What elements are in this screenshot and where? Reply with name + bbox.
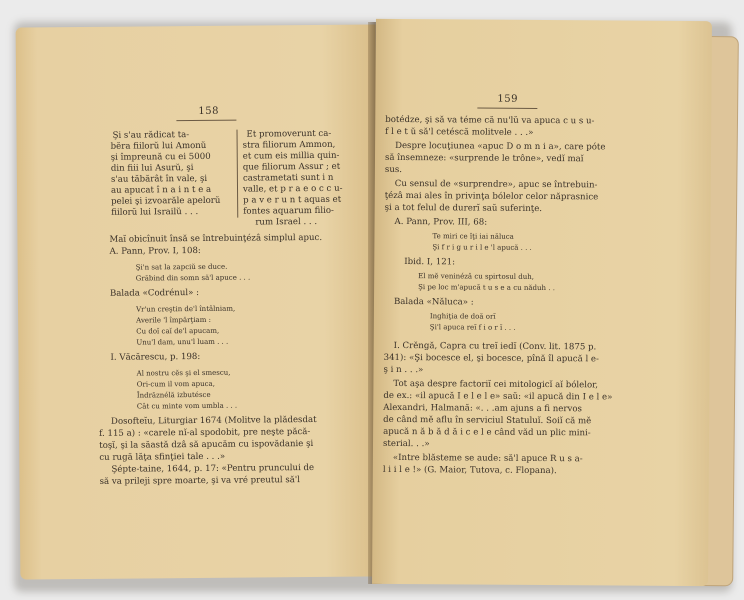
verse-line: Şi pe loc m'apucă t u s e a cu năduh . .	[418, 283, 555, 293]
text-line: Tot aşa despre factoriĭ cei mitologicĭ aĭ bólelor,	[393, 378, 599, 391]
text-line: apucă n ă b ă d ă i c e l e când văd un plic mini-	[383, 426, 591, 439]
column-divider	[236, 130, 238, 218]
text-line: p a v e r u n t aquas et	[243, 194, 342, 206]
verse-line: Şi f r i g u r i l e 'l apucă . . .	[432, 243, 532, 252]
text-line: Ibid. I, 121:	[404, 257, 456, 268]
text-line: Balada «Năluca» :	[393, 296, 474, 308]
verse-line: El mĕ veninézâ cu spirtosul duh,	[418, 272, 535, 281]
text-line: que filiorum Assur ; et	[242, 161, 341, 173]
text-line: I. Crĕngă, Capra cu treĭ iedĭ (Conv. lit. 1875 p.	[393, 340, 597, 353]
verse-line: Te miri ce îţi iai năluca	[432, 232, 514, 241]
text-line: sus.	[384, 164, 403, 176]
text-line: să însemneze: «surprende le trône», vedĭ maĭ	[384, 152, 584, 165]
text-line: Maĭ obicînuit însă se întrebuinţézâ simplul apuc.	[109, 232, 323, 245]
text-line: şi împreună cu ei 5000	[110, 151, 211, 163]
text-line: valle, et p r a e o c c u-	[242, 183, 343, 195]
text-line: bĕra fiilorŭ lui Amonŭ	[110, 140, 207, 152]
verse-line: Vr'un creştin de'l întâlniam,	[136, 304, 236, 314]
text-line: de când mĕ aflu în serviciul Statuluĭ. Soiĭ că mĕ	[383, 414, 592, 427]
text-line: botédze, şi să va téme că nu'lŭ va apuca c u s u-	[385, 114, 595, 127]
verse-line: Şi'n sat la zapciŭ se duce.	[135, 262, 228, 272]
text-line: Şi s'au rădicat ta-	[112, 130, 190, 141]
text-line: cu rugă lăţa sfinţiei tale . . .»	[99, 451, 226, 463]
text-line: Dosofteĭu, Liturgiar 1674 (Molitve la plădesdat	[110, 414, 317, 427]
text-line: ţézâ mai ales în privinţa bólelor celor năprasnice	[384, 190, 599, 203]
text-line: l i i l e !» (G. Maior, Tutova, c. Flopana).	[382, 464, 557, 477]
verse-line: Inghiţia de doă orĭ	[429, 312, 496, 321]
left-page	[16, 24, 381, 579]
text-line: de ex.: «il apucă I e l e l e» saŭ: «il apucă din I e l e»	[383, 390, 613, 403]
text-line: toşĭ, şi la săastă dzâ să apucăm cu ispovădanie şi	[99, 438, 314, 451]
text-line: s'au tăbărât în vale, şi	[110, 173, 208, 185]
text-line: I. Văcărescu, p. 198:	[110, 351, 201, 363]
text-line: A. Pann, Prov. III, 68:	[394, 216, 488, 228]
header-rule	[477, 108, 537, 109]
text-line: A. Pann, Prov. I, 108:	[109, 245, 201, 257]
verse-line: Ori-cum il vom apuca,	[136, 379, 215, 389]
text-line: ş i n . . .»	[383, 364, 424, 376]
text-line: să va prileji spre moarte, şi va vré preutul să'l	[99, 475, 301, 487]
text-line: pelei şi izvoarăle apelorŭ	[111, 195, 221, 207]
verse-line: Cu doĭ caĭ de'l apucam,	[136, 326, 220, 336]
text-line: f. 115 a) : «carele nĭ-al spodobit, pre neşte păcă-	[99, 427, 311, 439]
verse-line: Şi'l apuca reĭ f i o r ĭ . . .	[429, 323, 516, 332]
text-line: fiilorŭ lui Israilŭ . . .	[111, 206, 199, 218]
verse-line: Grăbind din somn să'l apuce . . .	[135, 273, 251, 283]
text-line: Cu sensul de «surprendre», apuc se întrebuin-	[394, 178, 598, 191]
header-rule	[176, 120, 236, 122]
verse-line: Îndrăznélă izbutésce	[136, 390, 211, 400]
text-line: et cum eis millia quin-	[242, 150, 340, 162]
verse-line: Unu'l dam, unu'l luam . . .	[136, 337, 229, 347]
verse-line: Al nostru cĕs şi el smescu,	[136, 368, 231, 378]
text-line: «Intre blăsteme se aude: să'l apuce R u s a-	[392, 452, 583, 465]
page-number: 159	[497, 93, 519, 105]
text-line: 341): «Şi bocesce el, şi bocesce, pînă îl apucă l e-	[383, 352, 599, 365]
text-line: stra filiorum Ammon,	[242, 139, 336, 151]
text-line: Şépte-taine, 1644, p. 17: «Pentru pruncului de	[111, 462, 315, 475]
text-line: rum Israel . . .	[255, 216, 318, 228]
page-number: 158	[198, 105, 219, 117]
verse-line: Cât cu minte vom umbla . . .	[136, 401, 238, 411]
text-line: Balada «Codrénul» :	[109, 287, 200, 299]
text-line: Et promoverunt ca-	[246, 128, 332, 140]
text-line: fontes aquarum filio-	[243, 205, 334, 217]
text-line: Despre locuţiunea «apuc D o m n i a», care póte	[395, 140, 606, 153]
text-line: sterial. . .»	[382, 438, 430, 450]
right-page	[372, 19, 712, 586]
text-line: f l e t ŭ să'l cetéscă molitvele . . .»	[385, 126, 534, 138]
text-line: şi a tot felul de durerĭ saŭ suferinţe.	[384, 202, 543, 214]
text-line: Alexandri, Halmană: «. . .am ajuns a fi nervos	[383, 402, 582, 415]
text-line: au apucat î n a i n t e a	[110, 184, 212, 196]
verse-line: Averile 'l împărţiam :	[136, 315, 211, 325]
text-line: castrametati sunt i n	[242, 172, 334, 184]
text-line: din fiii lui Asurŭ, şi	[110, 163, 194, 174]
